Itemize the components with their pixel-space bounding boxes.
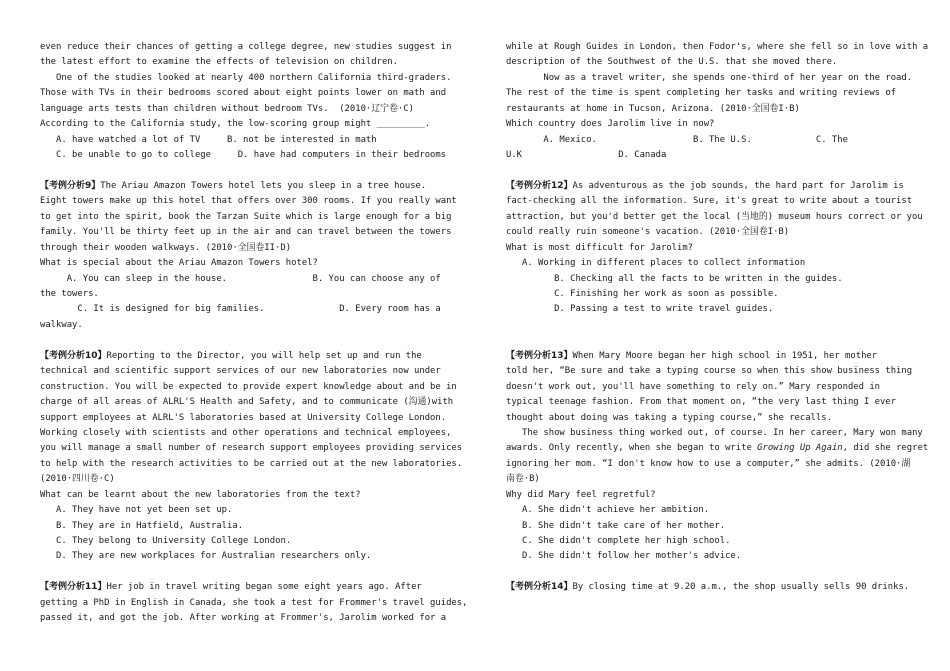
text-line: A. You can sleep in the house. B. You can choose any of [40,273,441,284]
text-line: 南卷·B) [506,474,540,485]
text-line: (2010·四川卷·C) [40,474,115,485]
example-tag: 【考例分析11】 [40,582,107,593]
text-line: doesn't work out, you'll have something to rely on.” Mary responded in [506,381,881,392]
text-line: even reduce their chances of getting a college degree, new studies suggest in [40,42,452,52]
text-line: the towers. [40,289,99,299]
text-line: 【考例分析13】When Mary Moore began her high school in 1951, her mother [506,350,878,361]
text-line: through their wooden walkways. (2010·全国卷II·D) [40,242,292,253]
text-line: Working closely with scientists and other operations and technical employees, [40,427,452,438]
text-line: construction. You will be expected to provide expert knowledge about and be in [40,381,457,392]
text-line: A. Mexico. B. The U.S. C. The [506,134,848,145]
example-tag: 【考例分析9】 [40,180,101,191]
text-line: fact-checking all the information. Sure, it's great to write about a tourist [506,196,913,207]
blank-line [506,318,908,333]
text-line: C. Finishing her work as soon as possible. [506,289,779,299]
text-line: D. She didn't follow her mother's advice. [506,551,742,562]
text-line: Eight towers make up this hotel that offers over 300 rooms. If you really want [40,196,457,207]
text-line: A. Working in different places to collect information [506,258,806,269]
blank-line [40,333,440,348]
example-tag: 【考例分析12】 [506,180,573,191]
example-tag: 【考例分析10】 [40,350,107,361]
example-tag: 【考例分析13】 [506,350,573,361]
text-line: Which country does Jarolim live in now? [506,119,715,130]
text-line: What is most difficult for Jarolim? [506,242,694,253]
text-line: 【考例分析11】Her job in travel writing began some eight years ago. After [40,582,422,593]
text-line: According to the California study, the low-scoring group might _________. [40,119,431,130]
text-line: C. She didn't complete her high school. [506,536,731,546]
text-line: while at Rough Guides in London, then Fodor's, where she fell so in love with a [506,42,929,52]
text-line: 【考例分析9】The Ariau Amazon Towers hotel lets you sleep in a tree house. [40,180,427,191]
text-line: support employees at ALRL'S laboratories based at University College London. [40,412,447,423]
text-line: B. Checking all the facts to be written in the guides. [506,273,843,284]
text-line: A. They have not yet been set up. [40,505,233,516]
blank-line [40,164,440,179]
text-line: Now as a travel writer, she spends one-third of her year on the road. [506,72,913,83]
text-line: The rest of the time is spent completing her tasks and writing reviews of [506,88,897,99]
text-line: the latest effort to examine the effects of television on children. [40,57,398,68]
text-line: One of the studies looked at nearly 400 northern California third-graders. [40,72,452,83]
text-line: D. Passing a test to write travel guides. [506,304,774,315]
text-line: told her, “Be sure and take a typing course so when this show business thing [506,366,913,377]
text-line: What can be learnt about the new laboratories from the text? [40,489,361,500]
text-line: Those with TVs in their bedrooms scored about eight points lower on math and [40,88,447,99]
text-line: walkway. [40,319,83,330]
text-line: to get into the spirit, book the Tarzan Suite which is large enough for a big [40,211,452,222]
text-line: to help with the research activities to be carried out at the new laboratories. [40,458,463,469]
text-line: The show business thing worked out, of course. In her career, Mary won many [506,427,923,438]
text-line: 【考例分析12】As adventurous as the job sounds, the hard part for Jarolim is [506,180,904,191]
text-line: family. You'll be thirty feet up in the air and can travel between the towers [40,227,452,238]
blank-line [506,164,908,179]
book-title: Growing Up Again [757,443,843,454]
example-tag: 【考例分析14】 [506,582,573,593]
text-line: getting a PhD in English in Canada, she took a test for Frommer's travel guides, [40,597,468,608]
text-line: awards. Only recently, when she began to write Growing Up Again, did she regret [506,443,929,454]
text-line: thought about doing was taking a typing course,” she recalls. [506,412,832,423]
blank-line [506,333,908,348]
text-line: B. She didn't take care of her mother. [506,520,726,531]
blank-line [506,565,908,580]
right-column [506,40,929,596]
text-line: typical teenage fashion. From that moment on, “the very last thing I ever [506,397,897,408]
text-line: C. be unable to go to college D. have had computers in their bedrooms [40,150,447,161]
text-line: D. They are new workplaces for Australian researchers only. [40,551,372,562]
text-line: description of the Southwest of the U.S. that she moved there. [506,57,838,68]
text-line: you will manage a small number of research support employees providing services [40,443,463,454]
text-line: A. have watched a lot of TV B. not be interested in math [40,134,377,145]
blank-line [40,565,440,580]
text-line: restaurants at home in Tucson, Arizona. (2010·全国卷I·B) [506,103,800,114]
left-column [40,40,468,627]
text-line: A. She didn't achieve her ambition. [506,505,710,516]
text-line: could really ruin someone's vacation. (2010·全国卷I·B) [506,227,790,238]
text-line: ignoring her mom. “I don't know how to use a computer,” she admits. (2010·湖 [506,458,911,469]
text-line: C. It is designed for big families. D. Every room has a [40,304,441,315]
text-line: technical and scientific support services of our new laboratories now under [40,366,441,377]
text-line: attraction, but you'd better get the local (当地的) museum hours correct or you [506,211,923,222]
text-line: What is special about the Ariau Amazon Towers hotel? [40,258,318,269]
text-line: U.K D. Canada [506,150,667,161]
text-line: C. They belong to University College London. [40,536,292,546]
text-line: 【考例分析10】Reporting to the Director, you will help set up and run the [40,350,422,361]
text-line: charge of all areas of ALRL'S Health and Safety, and to communicate (沟通)with [40,397,454,408]
text-line: 【考例分析14】By closing time at 9.20 a.m., the shop usually sells 90 drinks. [506,582,910,593]
text-line: Why did Mary feel regretful? [506,489,656,500]
text-line: passed it, and got the job. After working at Frommer's, Jarolim worked for a [40,613,447,624]
text-line: language arts tests than children without bedroom TVs. (2010·辽宁卷·C) [40,103,414,114]
text-line: B. They are in Hatfield, Australia. [40,520,244,531]
